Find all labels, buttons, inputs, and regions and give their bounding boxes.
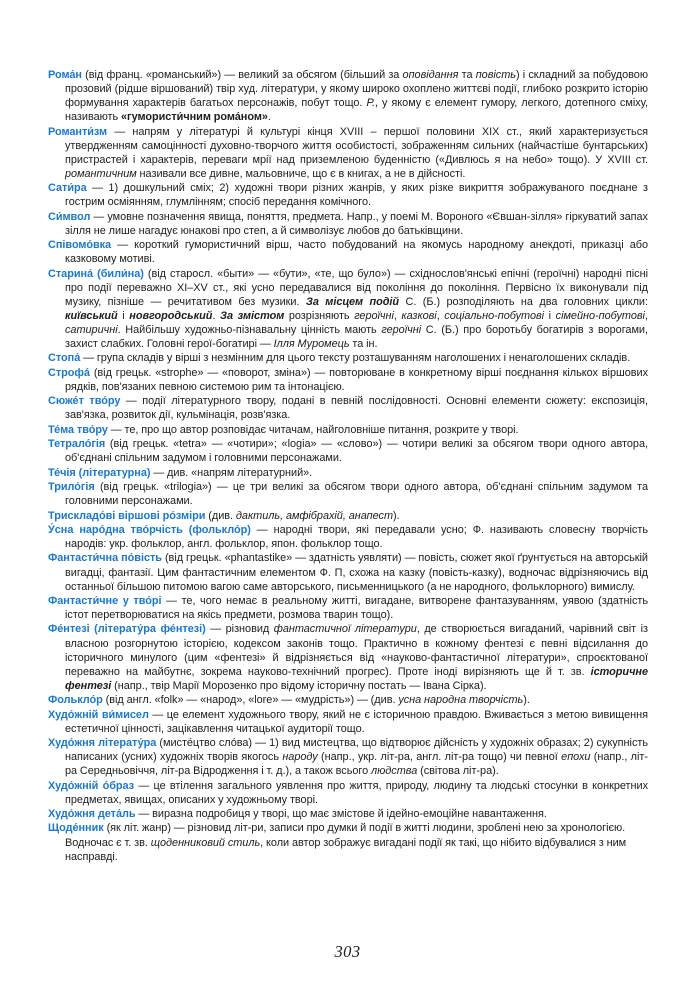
glossary-entry (48, 821, 648, 863)
glossary-term: Те́чія (літературна) (48, 466, 151, 479)
glossary-definition: (від франц. «романський») — великий за обсягом (більший за оповідання та повість) і складний за побудовою прозовий (рідше віршований) твір худ. літератури, у якому широко охоплено життєві події, глибоко розкрито історію формування характерів багатьох персонажів, побут тощо. Р., у якому є елемент гумору, легкого, дотепного сміху, називають «гумористи́чним рома́ном». (65, 69, 648, 124)
glossary-entry (48, 68, 648, 124)
glossary-definition: — це елемент художнього твору, який не є історичною правдою. Вживається з метою вивищення естетичної цінності, зацікавлення читацької аудиторії тощо. (65, 708, 648, 735)
glossary-definition: (як літ. жанр) — різновид літ-ри, записи про думки й події в житті людини, зроблені нею за хронологією. Водночас є т. зв. щоденниковий стиль, коли автор зображує вигадані події як такі, що нібито відбувалися з ним насправді. (65, 822, 627, 863)
glossary-entry (48, 238, 648, 266)
glossary-definition: — див. «напрям літературний». (150, 466, 313, 479)
glossary-entry (48, 594, 648, 622)
glossary-definition: (від грецьк. «phantastike» — здатність уявляти) — повість, сюжет якої ґрунтується на авторській вигадці, фантазії. Цим фантастичним елементом Ф. П, схожа на казку (повість-казку), водночас відрізняючись від останньої більшою питомою вагою саме авторського, письменницького (а не народного, фольклорного) вимислу. (65, 552, 648, 593)
glossary-definition: (від старосл. «быти» — «бути», «те, що було») — східнослов'янські епічні (героїчні) народні пісні про події переважно XI–XV ст., які усно передавалися від покоління до покоління. Первісно їх виконували під музику, пізніше — речитативом без музики. За місцем подій С. (Б.) розподіляють на два головних цикли: київський і новгородський. За змістом розрізняють героїчні, казкові, соціально-побутові і сімейно-побутові, сатиричні. Найбільшу художньо-пізнавальну цінність мають героїчні С. (Б.) про боротьбу богатирів з ворогами, захист слабких. Головні герої-богатирі — Ілля Муромець та ін. (65, 267, 648, 350)
glossary-entry (48, 693, 648, 707)
glossary-entry (48, 366, 648, 394)
glossary-entry (48, 523, 648, 551)
glossary-term: Романти́зм (48, 125, 108, 138)
glossary-term: Старина́ (били́на) (48, 267, 144, 280)
glossary-term: Си́мвол (48, 210, 91, 223)
glossary-term: Те́ма тво́ру (48, 423, 108, 436)
glossary-definition: — те, чого немає в реальному житті, вигадане, витворене фантазуванням, уявою (здатність істот перетворюватися на якісь предмети, розмова тварин тощо). (65, 594, 649, 622)
glossary-definition: — те, про що автор розповідає читачам, найголовніше питання, розкрите у творі. (107, 423, 519, 436)
glossary-term: Рома́н (48, 69, 82, 81)
glossary-entry (48, 807, 648, 821)
glossary-definition: — короткий гумористичний вірш, часто побудований на якомусь народному анекдоті, приказці або казковому мотиві. (65, 239, 648, 266)
glossary-definition: (від грецьк. «trilogia») — це три великі за обсягом твори одного автора, об'єднані спільним задумом та головними персонажами. (65, 481, 648, 508)
glossary-term: Трискладо́ві віршові ро́зміри (48, 509, 206, 522)
glossary-definition: — народні твори, які передавали усно; Ф. називають словесну творчість народів: укр. фольклор, англ. фольклор, япон. фольклор тощо. (65, 523, 648, 551)
glossary-entry (48, 779, 648, 807)
glossary-entry (48, 551, 648, 593)
glossary-term: Строфа́ (48, 366, 90, 379)
glossary-term: Фантасти́чна по́вість (48, 552, 162, 565)
glossary-entry (48, 210, 648, 238)
glossary-definition: — умовне позначення явища, поняття, предмета. Напр., у поемі М. Вороного «Євшан-зілля» гіркуватий запах зілля не лише нагадує юнакові про степ, а й символізує любов до батьківщини. (65, 210, 648, 237)
glossary-definition: — виразна подробиця у творі, що має змістове й ідейно-емоційне навантаження. (135, 808, 547, 821)
glossary-term: Співомо́вка (48, 239, 112, 252)
glossary-term: Худо́жня дета́ль (48, 808, 136, 821)
glossary-term: Худо́жня літерату́ра (48, 737, 157, 750)
glossary-entry (48, 466, 648, 480)
glossary-term: Сюже́т тво́ру (48, 395, 121, 408)
glossary-term: У́сна наро́дна тво́рчість (фолькло́р) (48, 523, 251, 536)
glossary-entry (48, 509, 648, 523)
glossary-entry (48, 181, 648, 209)
glossary-entry (48, 394, 648, 422)
glossary-definition: — 1) дошкульний сміх; 2) художні твори різних жанрів, у яких різке викриття зображуваного поєднане з гострим осміянням, глумлінням; спосіб передання комічного. (65, 182, 648, 209)
glossary-definition: — різновид фантастичної літератури, де створюється вигаданий, чарівний світ із власною розгорнутою історією, кодексом законів тощо. Практично в кожному фентезі є певні відсилання до історичного минулого (цим «фентезі» й відрізняється від «науково-фантастичної літератури», спроєктованої переважно на майбутнє, зокрема науково-технічний прогрес). Проте іноді вирізняють ще й т. зв. історичне фентезі (напр., твір Марії Морозенко про відому історичну постать — Івана Сірка). (65, 623, 648, 692)
glossary-entry (48, 267, 648, 351)
glossary-definition: (від англ. «folk» — «народ», «lore» — «мудрість») — (див. усна народна творчість). (102, 694, 530, 707)
glossary-entry (48, 736, 648, 778)
glossary-term: Фе́нтезі (літерату́ра фе́нтезі) (48, 623, 206, 636)
glossary-term: Сати́ра (48, 182, 87, 195)
glossary-term: Стопа́ (48, 352, 81, 365)
glossary-definition: — це втілення загального уявлення про життя, природу, людину та людські стосунки в конкретних предметах, явищах, описаних у художньому творі. (65, 779, 648, 806)
glossary-definition: — події літературного твору, подані в певній послідовності. Основні елементи сюжету: експозиція, зав'язка, розвиток дії, кульмінація, розв'язка. (65, 395, 648, 422)
glossary-definition: (див. дактиль, амфібрахій, анапест). (205, 509, 400, 522)
glossary-entry (48, 708, 648, 736)
glossary-entry (48, 125, 648, 181)
glossary-term: Фолькло́р (48, 694, 103, 707)
glossary-entry (48, 437, 648, 465)
glossary-definition: (від грецьк. «strophe» — «поворот, зміна») — повторюване в конкретному вірші поєднання кількох віршових рядків, пов'язаних певною системою рим та інтонацією. (65, 366, 648, 393)
glossary-definition: (від грецьк. «tetra» — «чотири»; «logia» — «слово») — чотири великі за обсягом твори одного автора, об'єднані спільним задумом і головними персонажами. (65, 438, 648, 465)
glossary-term: Трило́гія (48, 481, 95, 494)
glossary-term: Худо́жній о́браз (48, 779, 135, 792)
glossary-entry (48, 351, 648, 365)
glossary-entry (48, 480, 648, 508)
glossary-term: Худо́жній ви́мисел (48, 708, 149, 721)
page-number: 303 (334, 942, 361, 961)
glossary-term: Фантасти́чне у тво́рі (48, 594, 162, 607)
glossary-term: Тетрало́гія (48, 438, 106, 451)
glossary-term: Щоде́нник (48, 822, 104, 835)
glossary-definition: — напрям у літературі й культурі кінця XVIII – першої половини XIX ст., який характеризується утвердженням самоцінності духовно-творчого життя особистості, зображенням сильних (найчастіше бунтарських) пристрастей і характерів, переваги мрії над приземленою буденністю («Дивлюсь я на небо» тощо). У XVIII ст. романтичним називали все дивне, мальовниче, що є в книгах, а не в дійсності. (65, 125, 648, 180)
glossary-entries-container (48, 68, 648, 864)
glossary-definition: (мисте́цтво сло́ва) — 1) вид мистецтва, що відтворює дійсність у художніх образах; 2) сукупність написаних (усних) художніх творів якогось народу (напр., укр. літ-ра, англ. літ-ра тощо) чи певної епохи (напр., літ-ра Середньовіччя, літ-ра Відродження і т. д.), а також всього людства (світова літ-ра). (65, 737, 648, 778)
glossary-entry (48, 622, 648, 692)
glossary-definition: — група складів у вірші з незмінним для цього тексту розташуванням наголошених і ненаголошених складів. (80, 352, 631, 365)
glossary-entry (48, 423, 648, 437)
